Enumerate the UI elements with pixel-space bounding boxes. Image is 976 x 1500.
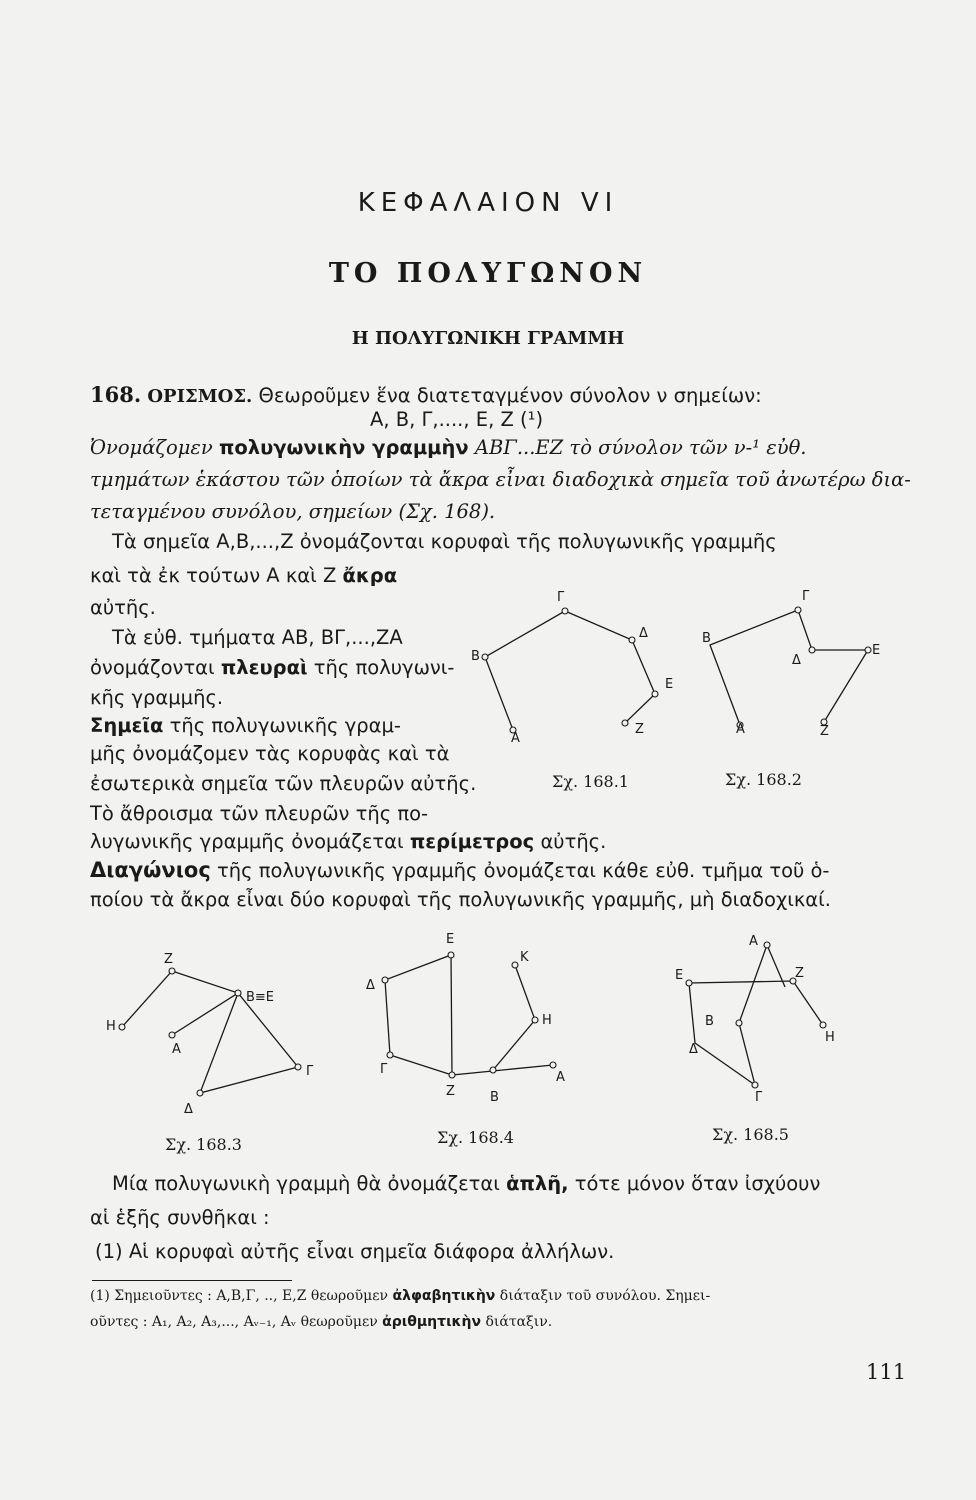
vertex-g (387, 1052, 393, 1058)
sides-line (90, 656, 454, 679)
label-k: Κ (520, 950, 529, 965)
caption-168-5: Σχ. 168.5 (712, 1125, 789, 1144)
label-e: Ε (665, 677, 674, 692)
text-line: αἱ ἑξῆς συνθῆκαι : (90, 1206, 270, 1229)
footnote-line-1 (90, 1288, 710, 1304)
caption-168-3: Σχ. 168.3 (165, 1135, 242, 1154)
vertex-g (295, 1064, 301, 1070)
text-span: τῆς πολυγωνικῆς γραμ- (169, 714, 401, 737)
polyline-path-1 (122, 971, 238, 1035)
label-z: Ζ (635, 722, 644, 737)
text-span: τότε μόνον ὅταν ἰσχύουν (574, 1172, 821, 1195)
vertex-a (550, 1062, 556, 1068)
term-arithmetic: ἀριθμητικὴν (382, 1314, 481, 1330)
simple-line-definition (112, 1172, 820, 1195)
caption-168-2: Σχ. 168.2 (725, 770, 802, 789)
page-number: 111 (866, 1360, 907, 1384)
paragraph-heading: ΟΡΙΣΜΟΣ. (147, 386, 253, 407)
polyline-path (485, 611, 655, 730)
vertex-g (795, 607, 801, 613)
definition-line-2 (90, 436, 807, 459)
label-z: Ζ (795, 966, 804, 981)
text-span: οῦντες : Α₁, Α₂, Α₃,..., Αᵥ₋₁, Αᵥ θεωροῦμεν (90, 1314, 378, 1330)
label-d: Δ (366, 978, 375, 993)
term-sides: πλευραὶ (220, 656, 308, 679)
vertex-z (169, 968, 175, 974)
footnote-line-2 (90, 1314, 552, 1330)
vertex-b (736, 1020, 742, 1026)
text-span: Θεωροῦμεν ἕνα διατεταγμένον σύνολον ν σημείων: (258, 384, 762, 407)
text-span: λυγωνικῆς γραμμῆς ὀνομάζεται (90, 830, 404, 853)
label-z: Ζ (820, 724, 829, 739)
figure-168-5 (655, 925, 875, 1115)
vertices-line: Τὰ σημεῖα Α,Β,...,Ζ ὀνομάζονται κορυφαὶ τῆς πολυγωνικῆς γραμμῆς (112, 530, 777, 553)
label-e: Ε (675, 968, 684, 983)
text-span: αὐτῆς. (540, 830, 607, 853)
term-points: Σημεῖα (90, 714, 164, 737)
vertex-b (490, 1067, 496, 1073)
definition-line-4: τεταγμένου συνόλου, σημείων (Σχ. 168). (90, 500, 496, 523)
vertex-b (482, 654, 488, 660)
label-a: Α (511, 731, 520, 745)
text-line: Τὰ εὐθ. τμήματα ΑΒ, ΒΓ,...,ΖΑ (112, 626, 403, 649)
label-z: Ζ (164, 952, 173, 967)
text-line: Τὸ ἄθροισμα τῶν πλευρῶν τῆς πο- (90, 802, 429, 825)
definition-line-1 (90, 382, 762, 407)
footnote-rule (92, 1280, 292, 1281)
definition-line-3: τμημάτων ἑκάστου τῶν ὁποίων τὰ ἄκρα εἶναι διαδοχικὰ σημεῖα τοῦ ἀνωτέρω δια- (90, 468, 911, 491)
label-g: Γ (557, 590, 565, 605)
endpoints-line (90, 564, 397, 587)
label-d: Δ (689, 1042, 698, 1057)
vertex-h (119, 1024, 125, 1030)
term-simple: ἁπλῆ, (506, 1172, 569, 1195)
label-e: Ε (872, 643, 881, 658)
label-d: Δ (639, 626, 648, 641)
text-span: ΑΒΓ...ΕΖ τὸ σύνολον τῶν ν-¹ εὐθ. (474, 436, 807, 459)
label-a: Α (172, 1042, 181, 1057)
text-line: ἐσωτερικὰ σημεῖα τῶν πλευρῶν αὐτῆς. (90, 772, 477, 795)
text-line: ποίου τὰ ἄκρα εἶναι δύο κορυφαὶ τῆς πολυγωνικῆς γραμμῆς, μὴ διαδοχικαί. (90, 888, 831, 911)
label-g: Γ (380, 1062, 388, 1077)
text-span: διάταξιν τοῦ συνόλου. Σημει- (499, 1288, 711, 1304)
term-perimeter: περίμετρος (409, 830, 535, 853)
vertex-z (449, 1072, 455, 1078)
label-g: Γ (802, 589, 810, 604)
label-a: Α (736, 722, 745, 737)
text-span: (1) Σημειοῦντες : Α,Β,Γ, .., Ε,Ζ θεωροῦμεν (90, 1288, 389, 1304)
term-alphabetic: ἀλφαβητικὴν (392, 1288, 496, 1304)
label-e: Ε (446, 932, 455, 947)
text-span: διάταξιν. (485, 1314, 553, 1330)
vertex-e (686, 980, 692, 986)
label-h: Η (106, 1019, 116, 1034)
text-line: κῆς γραμμῆς. (90, 686, 224, 709)
polyline-path-1 (493, 965, 535, 1070)
label-a: Α (749, 934, 758, 949)
term-endpoints: ἄκρα (342, 564, 398, 587)
polyline-path (710, 610, 868, 725)
chapter-heading: ΚΕΦΑΛΑΙΟΝ VI (357, 188, 619, 218)
label-z: Ζ (446, 1084, 455, 1099)
text-line: μῆς ὀνομάζομεν τὰς κορυφὰς καὶ τὰ (90, 742, 450, 765)
vertex-k (512, 962, 518, 968)
label-a: Α (556, 1070, 565, 1085)
text-span: τῆς πολυγωνικῆς γραμμῆς ὀνομάζεται κάθε εὐθ. τμῆμα τοῦ ὁ- (216, 859, 830, 882)
condition-1: (1) Αἱ κορυφαὶ αὐτῆς εἶναι σημεῖα διάφορα ἀλλήλων. (95, 1240, 615, 1263)
label-g: Γ (755, 1090, 763, 1105)
label-b: Β (490, 1090, 499, 1105)
label-b-e: Β≡Ε (246, 990, 275, 1005)
figure-168-3 (100, 945, 330, 1120)
points-definition-line (90, 714, 401, 737)
vertex-a (169, 1032, 175, 1038)
text-span: καὶ τὰ ἐκ τούτων Α καὶ Ζ (90, 564, 337, 587)
figure-168-4 (360, 925, 580, 1115)
text-span: Ὀνομάζομεν (90, 436, 213, 459)
label-b: Β (705, 1014, 714, 1029)
vertex-e (652, 691, 658, 697)
vertex-h (532, 1017, 538, 1023)
text-span: ὀνομάζονται (90, 656, 215, 679)
perimeter-line (90, 830, 606, 853)
vertex-d (382, 977, 388, 983)
paragraph-number: 168. (90, 382, 142, 407)
vertex-d (629, 637, 635, 643)
figure-168-2 (700, 580, 890, 745)
vertex-d (809, 647, 815, 653)
term-diagonal: Διαγώνιος (90, 858, 211, 882)
caption-168-4: Σχ. 168.4 (437, 1128, 514, 1147)
vertex-b-e (235, 990, 241, 996)
caption-168-1: Σχ. 168.1 (552, 772, 629, 791)
vertex-e (865, 647, 871, 653)
vertex-z (622, 720, 628, 726)
text-line: αὐτῆς. (90, 596, 156, 619)
vertex-g (562, 608, 568, 614)
label-g: Γ (306, 1064, 314, 1079)
text-span: τῆς πολυγωνι- (313, 656, 455, 679)
vertex-d (197, 1090, 203, 1096)
vertex-a (764, 942, 770, 948)
polyline-path-2 (385, 955, 553, 1075)
label-b: Β (471, 649, 480, 664)
points-list: Α, Β, Γ,...., Ε, Ζ (¹) (370, 408, 544, 431)
label-h: Η (542, 1013, 552, 1028)
text-span: Μία πολυγωνικὴ γραμμὴ θὰ ὀνομάζεται (112, 1172, 500, 1195)
chapter-title: ΤΟ ΠΟΛΥΓΩΝΟΝ (328, 258, 648, 289)
section-title: Η ΠΟΛΥΓΩΝΙΚΗ ΓΡΑΜΜΗ (351, 328, 625, 349)
vertex-g (752, 1082, 758, 1088)
label-h: Η (825, 1030, 835, 1045)
figure-168-1 (465, 585, 695, 745)
vertex-h (820, 1022, 826, 1028)
term-polygonal-line: πολυγωνικὴν γραμμὴν (218, 436, 469, 459)
diagonal-line (90, 858, 829, 882)
label-b: Β (702, 631, 711, 646)
label-d: Δ (184, 1102, 193, 1117)
label-d: Δ (792, 653, 801, 668)
vertex-e (448, 952, 454, 958)
